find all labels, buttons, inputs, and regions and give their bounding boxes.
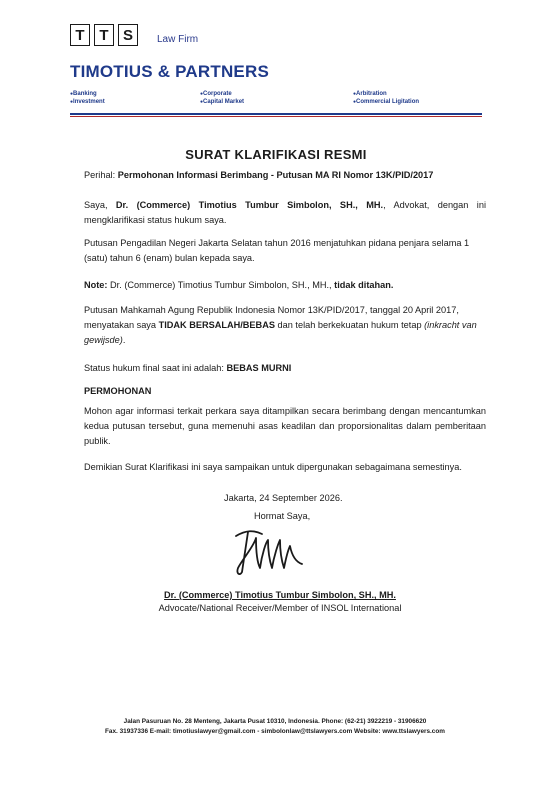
text-span: Status hukum final saat ini adalah: xyxy=(84,363,227,373)
status-line xyxy=(84,361,486,376)
service-item: ● Capital Market xyxy=(200,98,244,106)
services-column xyxy=(70,90,105,106)
note-line xyxy=(84,278,486,293)
text-span: , Advokat, dengan ini mengklarifikasi status hukum saya. xyxy=(84,200,486,225)
regards: Hormat Saya, xyxy=(254,511,311,521)
letter-title: SURAT KLARIFIKASI RESMI xyxy=(185,147,367,162)
request-paragraph: Mohon agar informasi terkait perkara saya ditampilkan secara berimbang dengan mencantumkan kedua putusan tersebut, guna memenuhi asas keadilan dan proporsionalitas dalam pemberitaan publik. xyxy=(84,406,486,446)
services-column xyxy=(353,90,419,106)
letterhead-divider-accent xyxy=(70,116,482,117)
client-name: Dr. (Commerce) Timotius Tumbur Simbolon, SH., MH. xyxy=(115,200,384,210)
service-item: ● Arbitration xyxy=(353,90,419,98)
closing-paragraph: Demikian Surat Klarifikasi ini saya sampaikan untuk dipergunakan sebagaimana semestinya. xyxy=(84,462,462,472)
verdict-emphasis: TIDAK BERSALAH/BEBAS xyxy=(158,320,275,330)
note-emphasis: tidak ditahan. xyxy=(334,280,394,290)
firm-logo xyxy=(70,24,138,46)
signer-name: Dr. (Commerce) Timotius Tumbur Simbolon, SH., MH. xyxy=(164,590,396,600)
services-column xyxy=(200,90,244,106)
logo-letter: T xyxy=(94,24,114,46)
text-span: Dr. (Commerce) Timotius Tumbur Simbolon, SH., MH., xyxy=(107,280,335,290)
text-span: . xyxy=(122,335,126,345)
footer-contact xyxy=(60,717,490,737)
footer-contacts: Fax. 31937336 E-mail: timotiuslawyer@gmail.com - simbolonlaw@ttslawyers.com Website: www.ttslawyers.com xyxy=(105,728,445,735)
letterhead-divider xyxy=(70,113,482,115)
place-date: Jakarta, 24 September 2026. xyxy=(224,493,343,503)
status-value: BEBAS MURNI xyxy=(226,363,292,373)
logo-letter: T xyxy=(70,24,90,46)
service-item: ● Investment xyxy=(70,98,105,106)
service-item: ● Banking xyxy=(70,90,105,98)
note-label: Note: xyxy=(84,280,108,290)
subject-label: Perihal: xyxy=(84,170,116,180)
paragraph-supreme-court xyxy=(84,303,486,348)
subject-line xyxy=(84,168,486,183)
subject-text: Permohonan Informasi Berimbang - Putusan MA RI Nomor 13K/PID/2017 xyxy=(117,170,434,180)
legal-term: (inkracht van gewijsde) xyxy=(84,320,477,345)
signer-title: Advocate/National Receiver/Member of INSOL International xyxy=(158,603,402,613)
law-firm-label: Law Firm xyxy=(157,34,199,45)
text-span: Saya, xyxy=(84,200,116,210)
signature-image xyxy=(232,528,312,578)
text-span: Putusan Mahkamah Agung Republik Indonesia Nomor 13K/PID/2017, tanggal 20 April 2017, menyatakan saya xyxy=(84,305,459,330)
text-span: dan telah berkekuatan hukum tetap xyxy=(274,320,425,330)
paragraph-identity xyxy=(84,198,486,228)
paragraph-district-court: Putusan Pengadilan Negeri Jakarta Selatan tahun 2016 menjatuhkan pidana penjara selama 1 (satu) tahun 6 (enam) bulan kepada saya. xyxy=(84,238,470,263)
service-item: ● Corporate xyxy=(200,90,244,98)
footer-address: Jalan Pasuruan No. 28 Menteng, Jakarta Pusat 10310, Indonesia. Phone: (62-21) 3922219 - 31906620 xyxy=(123,718,427,725)
service-item: ● Commercial Ligitation xyxy=(353,98,419,106)
firm-name: TIMOTIUS & PARTNERS xyxy=(70,62,269,81)
request-heading: PERMOHONAN xyxy=(84,386,152,396)
logo-letter: S xyxy=(118,24,138,46)
